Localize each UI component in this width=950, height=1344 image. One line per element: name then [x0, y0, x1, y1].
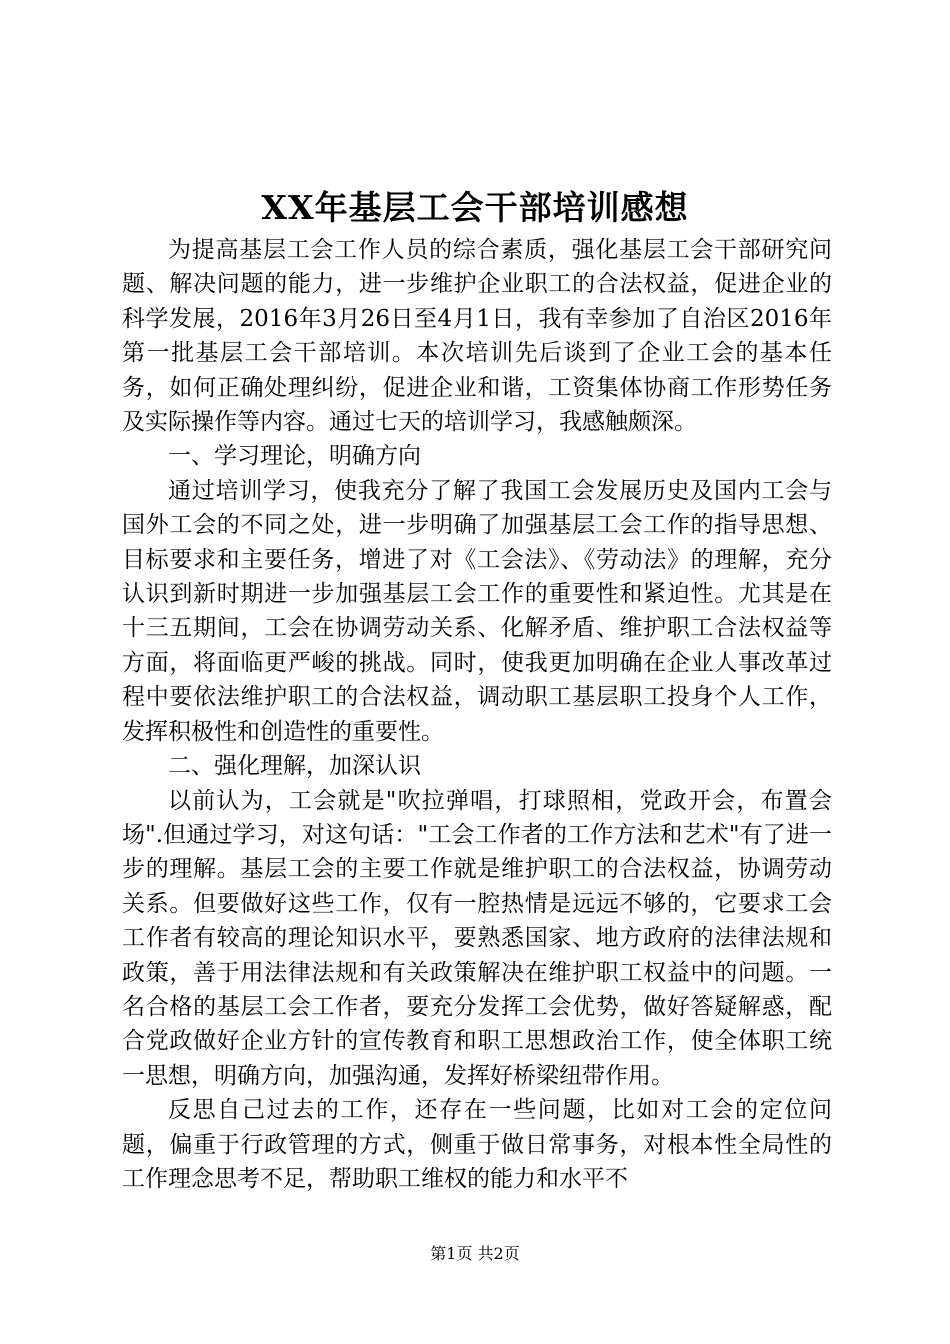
section-heading-2: 二、强化理解，加深认识	[168, 753, 421, 780]
section-heading-1: 一、学习理论，明确方向	[168, 443, 421, 470]
document-title: XX年基层工会干部培训感想	[261, 188, 689, 227]
paragraph-section-2: 以前认为，工会就是"吹拉弹唱，打球照相，党政开会，布置会场".但通过学习，对这句话："工会工作者的工作方法和艺术"有了进一步的理解。基层工会的主要工作就是维护职工的合法权益，协调劳动关系。但要做好这些工作，仅有一腔热情是远远不够的，它要求工会工作者有较高的理论知识水平，要熟悉国家、地方政府的法律法规和政策，善于用法律法规和有关政策解决在维护职工权益中的问题。一名合格的基层工会工作者，要充分发挥工会优势，做好答疑解惑，配合党政做好企业方针的宣传教育和职工思想政治工作，使全体职工统一思想，明确方向，加强沟通，发挥好桥梁纽带作用。	[122, 787, 832, 1089]
paragraph-reflection: 反思自己过去的工作，还存在一些问题，比如对工会的定位问题，偏重于行政管理的方式，侧重于做日常事务，对根本性全局性的工作理念思考不足，帮助职工维权的能力和水平不	[122, 1097, 832, 1192]
page-number-footer: 第1页 共2页	[430, 1244, 520, 1263]
paragraph-intro: 为提高基层工会工作人员的综合素质，强化基层工会干部研究问题、解决问题的能力，进一步维护企业职工的合法权益，促进企业的科学发展，2016年3月26日至4月1日，我有幸参加了自治区2016年第一批基层工会干部培训。本次培训先后谈到了企业工会的基本任务，如何正确处理纠纷，促进企业和谐，工资集体协商工作形势任务及实际操作等内容。通过七天的培训学习，我感触颇深。	[122, 237, 832, 436]
document-body	[122, 233, 832, 1196]
paragraph-section-1: 通过培训学习，使我充分了解了我国工会发展历史及国内工会与国外工会的不同之处，进一步明确了加强基层工会工作的指导思想、目标要求和主要任务，增进了对《工会法》、《劳动法》的理解，充分认识到新时期进一步加强基层工会工作的重要性和紧迫性。尤其是在十三五期间，工会在协调劳动关系、化解矛盾、维护职工合法权益等方面，将面临更严峻的挑战。同时，使我更加明确在企业人事改革过程中要依法维护职工的合法权益，调动职工基层职工投身个人工作，发挥积极性和创造性的重要性。	[122, 477, 832, 745]
